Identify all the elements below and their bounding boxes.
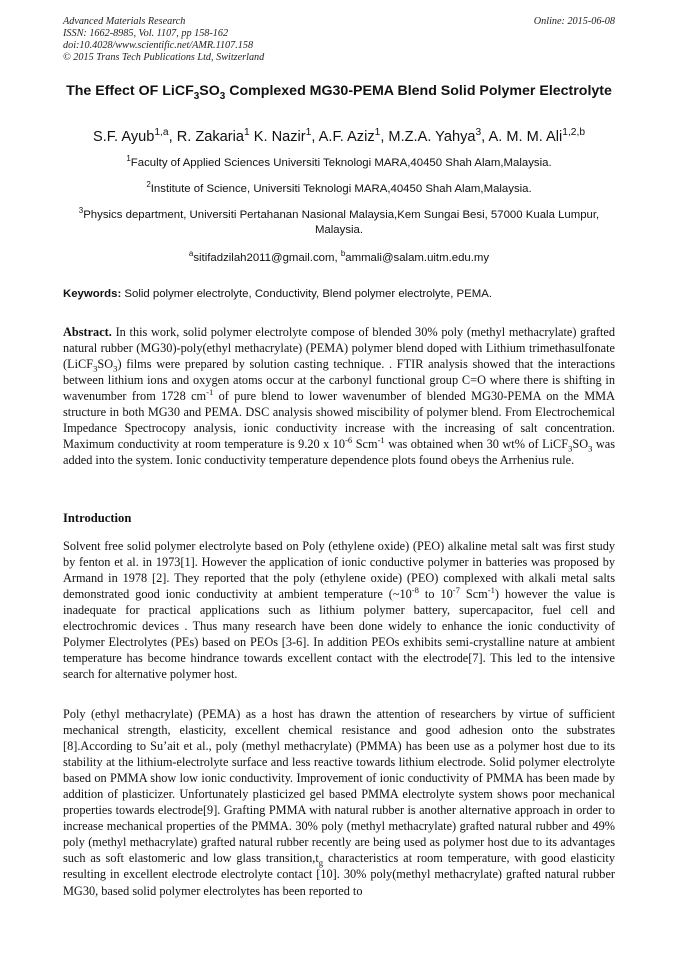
keywords-label: Keywords: — [63, 288, 122, 300]
copyright-line: © 2015 Trans Tech Publications Ltd, Switzerland — [63, 52, 265, 63]
section-heading-introduction: Introduction — [63, 511, 132, 525]
author: A. M. M. Ali$^{1,2,b}$ — [488, 127, 586, 145]
author-list — [40, 127, 638, 147]
intro-paragraph-1: Solvent free solid polymer electrolyte based on Poly (ethylene oxide) (PEO) alkaline metal salt was first study by fenton et al. in 1973[1]. However the application of ionic conductive polymer in batteries was proposed by Armand in 1978 [2]. They reported that the poly (ethylene oxide) (PEO) complexed with alkali metal salts demonstrated good ionic conductivity at ambient temperature ($\sim 10^{-8}$ to $10^{-7}$ Scm$^{-1}$) however the value is inadequate for practical applications such as lithium polymer battery, supercapacitor, fuel cell and electrochromic devices . Thus many research have been done widely to enhance the ionic conductivity of Polymer Electrolytes (PEs) based on PEOs [3-6]. In addition PEOs exhibits semi-crystalline nature at ambient temperature has become hindrance towards excellent contact with the electrode[7]. This led to the intensive search for alternative polymer host. — [63, 539, 615, 682]
author: S.F. Ayub$^{1,a}$, — [92, 127, 177, 145]
affiliation-3: $^3$Physics department, Universiti Pertahanan Nasional Malaysia,Kem Sungai Besi, 57000 Kuala Lumpur, Malaysia. — [78, 206, 600, 236]
paper-title: The Effect OF $LiCF_3SO_3$ Complexed MG30-PEMA Blend Solid Polymer Electrolyte — [66, 83, 612, 102]
abstract-label: Abstract. — [63, 325, 112, 339]
keywords-text: Solid polymer electrolyte, Conductivity, Blend polymer electrolyte, PEMA. — [121, 288, 493, 300]
affiliation-2: $^2$Institute of Science, Universiti Teknologi MARA,40450 Shah Alam,Malaysia. — [146, 180, 532, 195]
journal-header — [63, 16, 264, 64]
author-emails: $^a$sitifadzilah2011@gmail.com, $^b$ammali@salam.uitm.edu.my — [188, 249, 490, 264]
issn-line: ISSN: 1662-8985, Vol. 1107, pp 158-162 — [63, 28, 229, 39]
online-date: Online: 2015-06-08 — [533, 16, 615, 27]
author: M.Z.A. Yahya$^3$, — [388, 127, 489, 145]
author: A.F. Aziz$^1$, — [318, 127, 389, 145]
email-b: ammali@salam.uitm.edu.my — [345, 252, 490, 264]
keywords — [63, 287, 623, 302]
email-a: sitifadzilah2011@gmail.com, — [193, 252, 341, 264]
journal-name: Advanced Materials Research — [63, 16, 186, 27]
abstract: Abstract. In this work, solid polymer electrolyte compose of blended 30% poly (methyl methacrylate) grafted natural rubber (MG30)-poly(ethyl methacrylate) (PEMA) polymer blend doped with Lithium trimethasulfonate $(LiCF_3SO_3)$ films were prepared by solution casting technique. . FTIR analysis showed that the interactions between lithium ions and oxygen atoms occur at the carbonyl functional group C=O where there is shifting in wavenumber from 1728 $cm^{-1}$ of pure blend to lower wavenumber of blended MG30-PEMA on the MMA structure in both MG30 and PEMA. DSC analysis showed miscibility of polymer blend. From Electrochemical Impedance Spectrocopy analysis, ionic conductivity increase with the increasing of salt concentration. Maximum conductivity at room temperature is 9.20 x $10^{-6}$ Scm$^{-1}$ was obtained when 30 wt% of $LiCF_3SO_3$ was added into the system. Ionic conductivity temperature dependence plots found obeys the Arrhenius rule. — [63, 325, 616, 468]
author: R. Zakaria$^1$ — [176, 127, 250, 145]
doi-line: doi:10.4028/www.scientific.net/AMR.1107.158 — [63, 40, 254, 51]
affiliation-1: $^1$Faculty of Applied Sciences Universiti Teknologi MARA,40450 Shah Alam,Malaysia. — [126, 154, 552, 169]
intro-paragraph-2: Poly (ethyl methacrylate) (PEMA) as a host has drawn the attention of researchers by virtue of sufficient mechanical strength, elasticity, excellent chemical resistance and good adhesion onto the substrates [8].According to Su’ait et al., poly (methyl methacrylate) (PMMA) has been use as a polymer host due to its stability at the lithium-electrolyte surface and less reactive towards lithium electrode. Solid polymer electrolyte based on PMMA show low ionic conductivity. Improvement of ionic conductivity of PMMA has been made by addition of plasticizer. Unfortunately plasticized gel based PMMA electrolyte system shows poor mechanical properties towards electrode[9]. Grafting PMMA with natural rubber is another alternative approach in order to increase mechanical properties of the PMMA. 30% poly (methyl methacrylate) grafted natural rubber and 49% poly (methyl methacrylate) grafted natural rubber recently are being used as polymer host due to its advantages such as soft elastomeric and low glass $transition,t_g$ characteristics at room temperature, with good elasticity resulting in excellent electrode electrolyte contact [10]. 30% poly(methyl methacrylate) grafted natural rubber MG30, based solid polymer electrolytes has been reported to — [63, 707, 615, 898]
author: K. Nazir$^1$, — [253, 127, 319, 145]
